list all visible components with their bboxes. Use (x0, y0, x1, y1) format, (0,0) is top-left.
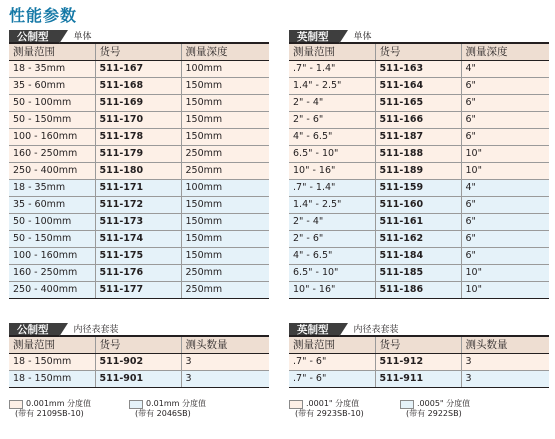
cell-range: 250 - 400mm (9, 282, 95, 299)
cell-range: 50 - 150mm (9, 112, 95, 129)
table-row (9, 214, 269, 231)
cell-range: 2" - 6" (289, 231, 375, 248)
cell-code: 511-902 (95, 354, 181, 371)
cell-value: 150mm (181, 248, 269, 265)
table-row (9, 112, 269, 129)
metric-set-tag: 公制型 (9, 323, 59, 335)
legend-label: .0005" 分度值 (417, 399, 471, 408)
legend-label: 0.001mm 分度值 (26, 399, 92, 408)
legend-metric-fine (9, 399, 91, 419)
cell-value: 10" (461, 282, 549, 299)
cell-value: 100mm (181, 61, 269, 78)
cell-value: 6" (461, 129, 549, 146)
cell-range: 35 - 60mm (9, 78, 95, 95)
table-row (289, 180, 549, 197)
table-row (9, 248, 269, 265)
cell-range: 6.5" - 10" (289, 146, 375, 163)
cell-code: 511-171 (95, 180, 181, 197)
metric-tag: 公制型 (9, 30, 59, 42)
cell-value: 150mm (181, 231, 269, 248)
cell-code: 511-165 (375, 95, 461, 112)
cell-value: 10" (461, 265, 549, 282)
cell-value: 250mm (181, 146, 269, 163)
cell-range: 18 - 150mm (9, 371, 95, 388)
tag-tail (59, 323, 68, 337)
cell-value: 150mm (181, 129, 269, 146)
legend-label: 0.01mm 分度值 (146, 399, 206, 408)
col-header-code: 货号 (375, 44, 461, 61)
swatch-group-b (400, 400, 414, 409)
table-row (9, 354, 269, 371)
table-header-row (289, 337, 549, 354)
cell-code: 511-168 (95, 78, 181, 95)
cell-range: .7" - 6" (289, 371, 375, 388)
table-row (289, 146, 549, 163)
cell-value: 10" (461, 146, 549, 163)
legend-sub: (带有 2109SB-10) (15, 409, 84, 418)
cell-value: 3 (461, 371, 549, 388)
cell-value: 4" (461, 61, 549, 78)
legend-sub: (带有 2046SB) (135, 409, 191, 418)
cell-range: 100 - 160mm (9, 248, 95, 265)
cell-code: 511-177 (95, 282, 181, 299)
table-row (9, 231, 269, 248)
cell-code: 511-185 (375, 265, 461, 282)
col-header-depth: 测量深度 (461, 44, 549, 61)
cell-range: 10" - 16" (289, 163, 375, 180)
col-header-code: 货号 (95, 337, 181, 354)
table-header-row (289, 44, 549, 61)
cell-code: 511-184 (375, 248, 461, 265)
cell-value: 250mm (181, 265, 269, 282)
cell-code: 511-186 (375, 282, 461, 299)
metric-single-note: 单体 (73, 32, 92, 42)
table-row (289, 197, 549, 214)
metric-set-note: 内径表套装 (73, 325, 119, 335)
col-header-range: 测量范围 (289, 337, 375, 354)
cell-value: 150mm (181, 197, 269, 214)
table-row (9, 371, 269, 388)
table-row (9, 197, 269, 214)
cell-range: 4" - 6.5" (289, 129, 375, 146)
cell-code: 511-160 (375, 197, 461, 214)
cell-range: 250 - 400mm (9, 163, 95, 180)
cell-range: 10" - 16" (289, 282, 375, 299)
cell-code: 511-189 (375, 163, 461, 180)
cell-range: .7" - 6" (289, 354, 375, 371)
table-row (289, 78, 549, 95)
table-row (289, 248, 549, 265)
swatch-group-a (289, 400, 303, 409)
inch-single-table (289, 30, 549, 299)
cell-code: 511-187 (375, 129, 461, 146)
cell-value: 3 (181, 354, 269, 371)
cell-value: 150mm (181, 78, 269, 95)
table-row (9, 78, 269, 95)
cell-code: 511-901 (95, 371, 181, 388)
table-row (9, 163, 269, 180)
inch-single-note: 单体 (353, 32, 372, 42)
table-row (289, 231, 549, 248)
cell-code: 511-911 (375, 371, 461, 388)
cell-range: 1.4" - 2.5" (289, 197, 375, 214)
cell-code: 511-174 (95, 231, 181, 248)
table-row (289, 112, 549, 129)
swatch-group-a (9, 400, 23, 409)
cell-code: 511-176 (95, 265, 181, 282)
cell-value: 150mm (181, 112, 269, 129)
cell-value: 6" (461, 78, 549, 95)
col-header-range: 测量范围 (9, 337, 95, 354)
cell-range: .7" - 1.4" (289, 61, 375, 78)
table-row (289, 95, 549, 112)
cell-value: 3 (461, 354, 549, 371)
table-row (9, 61, 269, 78)
table-header-row (9, 337, 269, 354)
cell-value: 6" (461, 248, 549, 265)
cell-range: 160 - 250mm (9, 265, 95, 282)
table-row (289, 265, 549, 282)
inch-set-note: 内径表套装 (353, 325, 399, 335)
inch-single-header (289, 30, 549, 44)
cell-code: 511-161 (375, 214, 461, 231)
table-row (9, 95, 269, 112)
cell-range: 2" - 4" (289, 214, 375, 231)
table-row (289, 61, 549, 78)
cell-code: 511-159 (375, 180, 461, 197)
metric-single-grid (9, 44, 269, 299)
cell-value: 150mm (181, 95, 269, 112)
cell-range: 1.4" - 2.5" (289, 78, 375, 95)
cell-range: 50 - 150mm (9, 231, 95, 248)
table-row (289, 354, 549, 371)
cell-range: .7" - 1.4" (289, 180, 375, 197)
col-header-code: 货号 (375, 337, 461, 354)
cell-code: 511-167 (95, 61, 181, 78)
table-row (289, 282, 549, 299)
cell-value: 100mm (181, 180, 269, 197)
legend-sub: (带有 2923SB-10) (295, 409, 364, 418)
cell-value: 6" (461, 214, 549, 231)
table-row (9, 282, 269, 299)
legend-inch-coarse (400, 399, 470, 419)
cell-value: 3 (181, 371, 269, 388)
inch-set-tag: 英制型 (289, 323, 339, 335)
col-header-probes: 测头数量 (181, 337, 269, 354)
cell-range: 18 - 150mm (9, 354, 95, 371)
cell-code: 511-912 (375, 354, 461, 371)
col-header-range: 测量范围 (9, 44, 95, 61)
col-header-range: 测量范围 (289, 44, 375, 61)
cell-range: 2" - 4" (289, 95, 375, 112)
metric-set-header (9, 323, 269, 337)
tag-tail (339, 323, 348, 337)
table-row (289, 163, 549, 180)
table-row (289, 371, 549, 388)
cell-range: 35 - 60mm (9, 197, 95, 214)
legend-sub: (带有 2922SB) (406, 409, 462, 418)
swatch-group-b (129, 400, 143, 409)
inch-set-header (289, 323, 549, 337)
cell-code: 511-179 (95, 146, 181, 163)
cell-code: 511-175 (95, 248, 181, 265)
cell-range: 4" - 6.5" (289, 248, 375, 265)
col-header-depth: 测量深度 (181, 44, 269, 61)
cell-value: 6" (461, 95, 549, 112)
cell-value: 6" (461, 231, 549, 248)
metric-single-header (9, 30, 269, 44)
cell-range: 160 - 250mm (9, 146, 95, 163)
cell-code: 511-170 (95, 112, 181, 129)
cell-code: 511-164 (375, 78, 461, 95)
inch-single-grid (289, 44, 549, 299)
table-row (9, 180, 269, 197)
table-row (289, 129, 549, 146)
legend-metric-coarse (129, 399, 206, 419)
col-header-probes: 测头数量 (461, 337, 549, 354)
cell-range: 50 - 100mm (9, 95, 95, 112)
inch-tag: 英制型 (289, 30, 339, 42)
metric-set-grid (9, 337, 269, 388)
legend-label: .0001" 分度值 (306, 399, 360, 408)
cell-range: 100 - 160mm (9, 129, 95, 146)
tag-tail (339, 30, 348, 44)
legend-inch-fine (289, 399, 364, 419)
cell-code: 511-180 (95, 163, 181, 180)
cell-value: 10" (461, 163, 549, 180)
table-row (289, 214, 549, 231)
cell-value: 4" (461, 180, 549, 197)
tag-tail (59, 30, 68, 44)
cell-code: 511-178 (95, 129, 181, 146)
cell-code: 511-173 (95, 214, 181, 231)
table-header-row (9, 44, 269, 61)
inch-set-table (289, 323, 549, 388)
metric-single-table (9, 30, 269, 299)
cell-range: 18 - 35mm (9, 180, 95, 197)
cell-code: 511-163 (375, 61, 461, 78)
cell-value: 150mm (181, 214, 269, 231)
table-row (9, 129, 269, 146)
cell-code: 511-166 (375, 112, 461, 129)
table-row (9, 265, 269, 282)
cell-range: 2" - 6" (289, 112, 375, 129)
cell-value: 6" (461, 112, 549, 129)
cell-range: 6.5" - 10" (289, 265, 375, 282)
cell-code: 511-169 (95, 95, 181, 112)
cell-code: 511-188 (375, 146, 461, 163)
cell-range: 50 - 100mm (9, 214, 95, 231)
cell-range: 18 - 35mm (9, 61, 95, 78)
cell-value: 250mm (181, 282, 269, 299)
cell-value: 6" (461, 197, 549, 214)
col-header-code: 货号 (95, 44, 181, 61)
table-row (9, 146, 269, 163)
cell-value: 250mm (181, 163, 269, 180)
metric-set-table (9, 323, 269, 388)
cell-code: 511-172 (95, 197, 181, 214)
inch-set-grid (289, 337, 549, 388)
cell-code: 511-162 (375, 231, 461, 248)
page-title: 性能参数 (9, 6, 78, 25)
